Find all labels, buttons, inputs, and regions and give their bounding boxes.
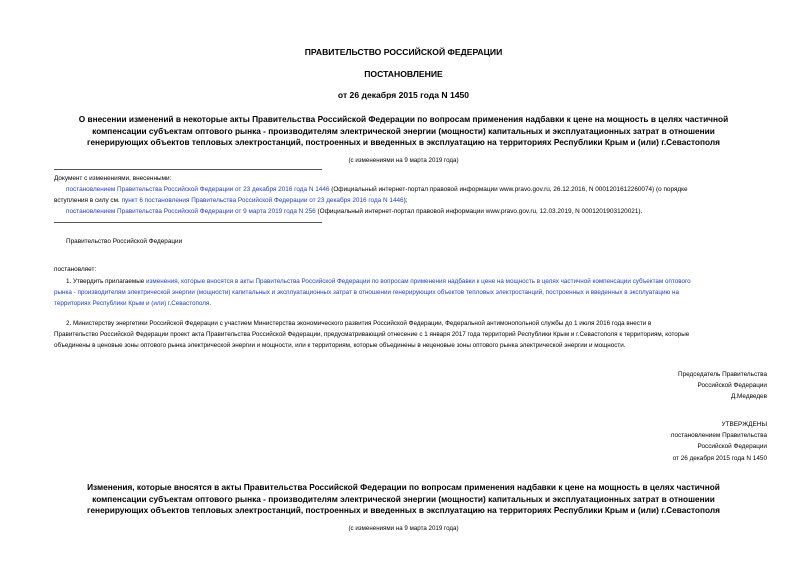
document-date-number: от 26 декабря 2015 года N 1450 <box>337 90 470 100</box>
title-line: генерирующих объектов тепловых электростанций, построенных и введенных в эксплуатацию на территориях Республики Крым и (или) г.Севастополя <box>86 137 720 148</box>
amendment-text: ); <box>403 197 408 204</box>
approved-line: постановлением Правительства <box>671 432 767 440</box>
amendment-item <box>54 206 767 217</box>
paragraph-text: 1. Утвердить прилагаемые <box>66 278 146 285</box>
amendment-text: (Официальный интернет-портал правовой информации www.pravo.gov.ru, 12.03.2019, N 0001201903120021). <box>315 208 643 215</box>
annex-title <box>60 482 747 517</box>
resolves-label: постановляет: <box>54 266 97 273</box>
paragraph-line: объединены в ценовые зоны оптового рынка электрической энергии и мощности, или к территориям, которые объединены в неценовые зоны оптового рынка электрической энергии и мощности. <box>54 342 626 350</box>
changes-note: (с изменениями на 9 марта 2019 года) <box>348 157 459 164</box>
amendment-link[interactable]: постановлением Правительства Российской Федерации от 23 декабря 2016 года N 1446 <box>66 186 330 193</box>
paragraph-text: . <box>209 300 212 308</box>
signature-block <box>527 369 767 403</box>
approved-line: от 26 декабря 2015 года N 1450 <box>672 454 767 462</box>
amendment-item-continuation <box>54 195 767 206</box>
amendment-link[interactable]: постановлением Правительства Российской Федерации от 9 марта 2019 года N 256 <box>66 208 316 215</box>
signature-name: Д.Медведев <box>730 393 767 401</box>
amendment-text: (Официальный интернет-портал правовой информации www.pravo.gov.ru, 26.12.2016, N 0001201612260074) (о порядке <box>329 186 688 193</box>
amendment-item <box>54 184 767 195</box>
paragraph-1 <box>54 276 767 310</box>
document-title <box>60 114 747 149</box>
annex-title-line: генерирующих объектов тепловых электростанций, построенных и введенных в эксплуатацию на территориях Республики Крым и (или) г.Севастополя <box>86 505 720 516</box>
title-line: О внесении изменений в некоторые акты Правительства Российской Федерации по вопросам применения надбавки к цене на мощность в целях частичной <box>78 114 729 124</box>
divider <box>54 222 322 223</box>
document-type: ПОСТАНОВЛЕНИЕ <box>364 69 443 79</box>
annex-title-line: Изменения, которые вносятся в акты Правительства Российской Федерации по вопросам применения надбавки к цене на мощность в целях частичной <box>87 482 720 492</box>
annex-title-line: компенсации субъектам оптового рынка - производителям электрической энергии (мощности) капитальных и эксплуатационных затрат в отношении <box>92 493 715 504</box>
government-rf: Правительство Российской Федерации <box>66 238 183 245</box>
approved-line: Российской Федерации <box>697 443 767 451</box>
paragraph-2 <box>54 318 767 352</box>
signature-position: Председатель Правительства <box>678 371 767 378</box>
annex-link[interactable]: изменения, которые вносятся в акты Правительства Российской Федерации по вопросам применения надбавки к цене на мощность в целях частичной компенсации субъектам оптового <box>146 278 691 285</box>
paragraph-line: Правительство Российской Федерации проект акта Правительства Российской Федерации, предусматривающий отнесение с 1 января 2017 года территорий Республики Крым и г.Севастополя к территориям, которые <box>54 331 690 339</box>
approval-block <box>527 419 767 464</box>
approved-label: УТВЕРЖДЕНЫ <box>721 421 767 428</box>
government-header: ПРАВИТЕЛЬСТВО РОССИЙСКОЙ ФЕДЕРАЦИИ <box>304 47 503 57</box>
annex-changes-note: (с изменениями на 9 марта 2019 года) <box>348 525 459 532</box>
annex-link[interactable]: рынка - производителям электрической энергии (мощности) капитальных и эксплуатационных затрат в отношении генерирующих объектов тепловых электростанций, построенных и введенных в эксплуатацию на <box>54 289 679 297</box>
divider <box>54 169 322 170</box>
amendments-heading: Документ с изменениями, внесенными: <box>54 175 172 182</box>
amendments-block <box>54 173 767 217</box>
annex-link[interactable]: территориях Республики Крым и (или) г.Севастополя <box>54 300 210 308</box>
title-line: компенсации субъектам оптового рынка - производителям электрической энергии (мощности) капитальных и эксплуатационных затрат в отношении <box>92 125 715 136</box>
amendment-text: вступления в силу см. <box>54 197 122 204</box>
signature-org: Российской Федерации <box>697 382 767 390</box>
paragraph-line: 2. Министерству энергетики Российской Федерации с участием Министерства экономического развития Российской Федерации, Федеральной антимонопольной службы до 1 июля 2016 года внести в <box>66 320 652 327</box>
amendment-link[interactable]: пункт 6 постановления Правительства Российской Федерации от 23 декабря 2016 года N 1446 <box>121 197 404 204</box>
